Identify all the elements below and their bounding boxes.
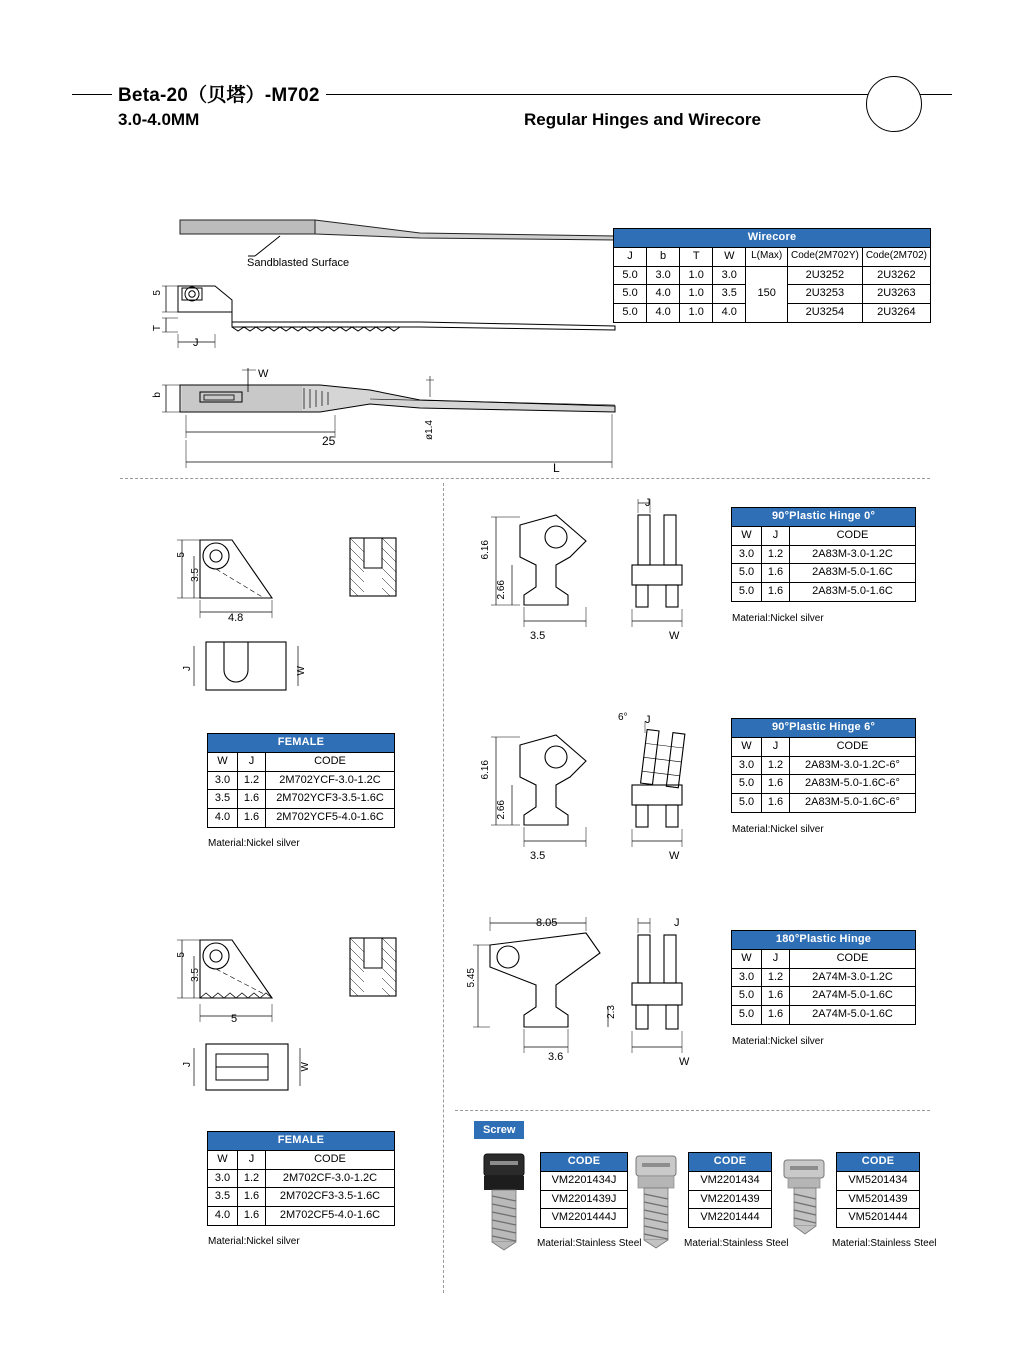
hinge6-dim-3-5: 3.5 (530, 850, 546, 862)
hinge0-col-code: CODE (790, 526, 916, 545)
hinge0-dim-J: J (645, 497, 651, 509)
hinge180-material: Material:Nickel silver (732, 1036, 824, 1047)
female-bottom-material: Material:Nickel silver (208, 1236, 300, 1247)
table-row (689, 1171, 772, 1190)
hinge6-title: 90°Plastic Hinge 6° (732, 719, 916, 738)
table-row (732, 794, 916, 813)
cell-code-y: 2U3252 (788, 266, 863, 285)
cell-W: 4.0 (208, 809, 238, 828)
table-row (732, 583, 916, 602)
hinge6-dim-J: J (645, 714, 651, 726)
cell-W: 3.0 (732, 968, 762, 987)
cell-code: 2A74M-3.0-1.2C (790, 968, 916, 987)
hinge180-drawing (460, 915, 720, 1075)
cell-J: 1.6 (762, 583, 790, 602)
page-title: Beta-20（贝塔）-M702 (112, 80, 326, 107)
cell-code: 2U3263 (862, 285, 930, 304)
screw2-code-header: CODE (689, 1153, 772, 1172)
cell-J: 1.6 (238, 809, 266, 828)
table-row (732, 545, 916, 564)
table-row (208, 771, 395, 790)
hinge6-col-W: W (732, 737, 762, 756)
section-divider-vertical (443, 483, 444, 1293)
female-top-dim-J: J (182, 666, 193, 671)
cell-code: 2U3264 (862, 304, 930, 323)
cell-Lmax: 150 (746, 266, 788, 322)
wirecore-col-Lmax: L(Max) (746, 247, 788, 266)
cell-W: 5.0 (732, 583, 762, 602)
hinge180-dim-2-3: 2.3 (606, 1005, 617, 1019)
hinge180-dim-W: W (679, 1056, 690, 1068)
cell-W: 3.0 (732, 756, 762, 775)
female-top-dim-W: W (296, 666, 307, 676)
female-bottom-col-W: W (208, 1150, 238, 1169)
female-top-dim-5: 5 (176, 552, 187, 558)
cell-code: 2A83M-5.0-1.6C-6° (790, 794, 916, 813)
page-header (72, 70, 952, 140)
cell-code: 2M702YCF5-4.0-1.6C (266, 809, 395, 828)
hinge0-col-W: W (732, 526, 762, 545)
hinge0-dim-2-66: 2.66 (496, 580, 507, 600)
cell-W: 3.5 (208, 790, 238, 809)
hinge0-title: 90°Plastic Hinge 0° (732, 508, 916, 527)
cell-code-y: 2U3253 (788, 285, 863, 304)
header-size-range: 3.0-4.0MM (118, 110, 200, 129)
cell-J: 1.2 (762, 968, 790, 987)
female-top-material: Material:Nickel silver (208, 838, 300, 849)
cell-code: 2A83M-5.0-1.6C (790, 564, 916, 583)
cell-J: 1.6 (238, 790, 266, 809)
cell-code: VM5201444 (837, 1209, 920, 1228)
female-top-col-code: CODE (266, 752, 395, 771)
hinge0-drawing (460, 495, 720, 645)
cell-W: 3.0 (713, 266, 746, 285)
cell-T: 1.0 (680, 304, 713, 323)
table-row (208, 1169, 395, 1188)
hinge0-dim-3-5: 3.5 (530, 630, 546, 642)
header-category: Regular Hinges and Wirecore (524, 110, 761, 129)
hinge0-col-J: J (762, 526, 790, 545)
female-top-drawing (160, 520, 430, 710)
cell-J: 5.0 (614, 266, 647, 285)
screw3-code-header: CODE (837, 1153, 920, 1172)
screw-image-1 (478, 1148, 534, 1254)
cell-W: 3.5 (713, 285, 746, 304)
cell-code: VM5201434 (837, 1171, 920, 1190)
screw-table-2 (688, 1152, 772, 1228)
cell-J: 1.2 (238, 1169, 266, 1188)
section-divider-horizontal (120, 478, 930, 479)
female-top-table (207, 733, 395, 828)
screw-table-1 (540, 1152, 628, 1228)
table-row (689, 1190, 772, 1209)
cell-code: 2M702CF3-3.5-1.6C (266, 1188, 395, 1207)
cell-code: 2A83M-3.0-1.2C-6° (790, 756, 916, 775)
wirecore-col-code-2m702y: Code(2M702Y) (788, 247, 863, 266)
screw2-material: Material:Stainless Steel (684, 1238, 789, 1249)
cell-code: 2U3262 (862, 266, 930, 285)
cell-J: 5.0 (614, 304, 647, 323)
cell-code: 2M702CF5-4.0-1.6C (266, 1207, 395, 1226)
dim-W-top: W (258, 368, 269, 380)
hinge6-col-J: J (762, 737, 790, 756)
cell-code: VM2201434J (541, 1171, 628, 1190)
cell-b: 4.0 (647, 285, 680, 304)
screw3-material: Material:Stainless Steel (832, 1238, 937, 1249)
hinge180-table (731, 930, 916, 1025)
table-row (732, 775, 916, 794)
hinge180-title: 180°Plastic Hinge (732, 931, 916, 950)
dim-L: L (553, 461, 560, 475)
table-row (732, 1006, 916, 1025)
female-top-dim-4-8: 4.8 (228, 612, 244, 624)
cell-J: 1.6 (238, 1188, 266, 1207)
female-bottom-title: FEMALE (208, 1132, 395, 1151)
table-row (208, 1188, 395, 1207)
female-top-col-W: W (208, 752, 238, 771)
cell-code: 2A74M-5.0-1.6C (790, 987, 916, 1006)
hinge6-dim-2-66: 2.66 (496, 800, 507, 820)
hinge0-material: Material:Nickel silver (732, 613, 824, 624)
cell-T: 1.0 (680, 285, 713, 304)
cell-W: 4.0 (208, 1207, 238, 1226)
cell-code: 2A74M-5.0-1.6C (790, 1006, 916, 1025)
hinge6-table (731, 718, 916, 813)
dim-25: 25 (322, 434, 336, 448)
cell-code: 2M702CF-3.0-1.2C (266, 1169, 395, 1188)
dim-J-top: J (193, 337, 199, 349)
hinge180-col-W: W (732, 949, 762, 968)
table-row (837, 1171, 920, 1190)
cell-J: 1.2 (762, 756, 790, 775)
cell-code: VM2201444J (541, 1209, 628, 1228)
female-top-col-J: J (238, 752, 266, 771)
female-bottom-col-J: J (238, 1150, 266, 1169)
cell-W: 5.0 (732, 1006, 762, 1025)
hinge6-dim-6-16: 6.16 (480, 760, 491, 780)
sandblasted-surface-label: Sandblasted Surface (247, 257, 350, 269)
hinge180-col-J: J (762, 949, 790, 968)
table-row (732, 564, 916, 583)
hinge6-dim-W: W (669, 850, 680, 862)
wirecore-col-b: b (647, 247, 680, 266)
screw1-code-header: CODE (541, 1153, 628, 1172)
cell-code: VM2201439 (689, 1190, 772, 1209)
cell-W: 5.0 (732, 564, 762, 583)
cell-code: VM2201439J (541, 1190, 628, 1209)
table-row (208, 1207, 395, 1226)
hinge180-dim-3-6: 3.6 (548, 1051, 564, 1063)
cell-W: 3.0 (208, 771, 238, 790)
table-row (837, 1209, 920, 1228)
table-row (208, 790, 395, 809)
female-bottom-dim-J: J (182, 1062, 193, 1067)
cell-W: 5.0 (732, 775, 762, 794)
cell-J: 1.6 (762, 1006, 790, 1025)
cell-W: 5.0 (732, 987, 762, 1006)
screw-table-3 (836, 1152, 920, 1228)
cell-code: 2M702YCF-3.0-1.2C (266, 771, 395, 790)
female-bottom-dim-5b: 5 (231, 1013, 238, 1025)
cell-code: 2A83M-3.0-1.2C (790, 545, 916, 564)
screw1-material: Material:Stainless Steel (537, 1238, 642, 1249)
cell-b: 3.0 (647, 266, 680, 285)
hinge0-dim-6-16: 6.16 (480, 540, 491, 560)
wirecore-table-title: Wirecore (614, 229, 931, 248)
cell-J: 1.2 (238, 771, 266, 790)
cell-W: 5.0 (732, 794, 762, 813)
female-bottom-table (207, 1131, 395, 1226)
logo-circle (866, 76, 922, 132)
cell-code: VM2201444 (689, 1209, 772, 1228)
cell-J: 1.2 (762, 545, 790, 564)
table-row (614, 266, 931, 285)
cell-J: 1.6 (762, 564, 790, 583)
screw-image-2 (630, 1148, 686, 1254)
table-row (541, 1171, 628, 1190)
wirecore-col-code-2m702: Code(2M702) (862, 247, 930, 266)
table-row (208, 809, 395, 828)
hinge6-col-code: CODE (790, 737, 916, 756)
hinge6-angle: 6° (618, 712, 628, 723)
cell-W: 3.0 (732, 545, 762, 564)
screw-image-3 (778, 1152, 834, 1252)
wirecore-table (613, 228, 931, 323)
cell-code: 2A83M-5.0-1.6C-6° (790, 775, 916, 794)
female-bottom-col-code: CODE (266, 1150, 395, 1169)
hinge6-drawing (460, 715, 720, 865)
wirecore-col-T: T (680, 247, 713, 266)
cell-b: 4.0 (647, 304, 680, 323)
table-row (689, 1209, 772, 1228)
female-bottom-drawing (160, 920, 430, 1110)
hinge180-dim-J: J (674, 917, 680, 929)
hinge0-table (731, 507, 916, 602)
table-row (541, 1190, 628, 1209)
dim-T: T (152, 325, 163, 332)
table-row (732, 987, 916, 1006)
wirecore-col-W: W (713, 247, 746, 266)
cell-code: VM2201434 (689, 1171, 772, 1190)
table-row (837, 1190, 920, 1209)
table-row (732, 968, 916, 987)
dim-b: b (152, 392, 163, 398)
wirecore-col-J: J (614, 247, 647, 266)
cell-code: VM5201439 (837, 1190, 920, 1209)
cell-J: 1.6 (238, 1207, 266, 1226)
cell-J: 1.6 (762, 794, 790, 813)
cell-W: 4.0 (713, 304, 746, 323)
cell-J: 1.6 (762, 987, 790, 1006)
female-bottom-dim-5: 5 (176, 952, 187, 958)
dim-5-top: 5 (152, 290, 163, 296)
dim-phi: ø1.4 (424, 420, 435, 441)
cell-J: 1.6 (762, 775, 790, 794)
female-top-title: FEMALE (208, 734, 395, 753)
cell-W: 3.5 (208, 1188, 238, 1207)
cell-J: 5.0 (614, 285, 647, 304)
screw-section-divider (455, 1110, 930, 1111)
hinge180-dim-8-05: 8.05 (536, 917, 558, 929)
screw-section-tag: Screw (474, 1121, 524, 1139)
female-bottom-dim-3-5: 3.5 (190, 968, 201, 982)
table-row (732, 756, 916, 775)
hinge0-dim-W: W (669, 630, 680, 642)
cell-code: 2M702YCF3-3.5-1.6C (266, 790, 395, 809)
cell-W: 3.0 (208, 1169, 238, 1188)
hinge180-col-code: CODE (790, 949, 916, 968)
hinge180-dim-5-45: 5.45 (466, 968, 477, 988)
cell-T: 1.0 (680, 266, 713, 285)
cell-code-y: 2U3254 (788, 304, 863, 323)
female-bottom-dim-W: W (300, 1062, 311, 1072)
female-top-dim-3-5: 3.5 (190, 568, 201, 582)
hinge6-material: Material:Nickel silver (732, 824, 824, 835)
table-row (541, 1209, 628, 1228)
cell-code: 2A83M-5.0-1.6C (790, 583, 916, 602)
